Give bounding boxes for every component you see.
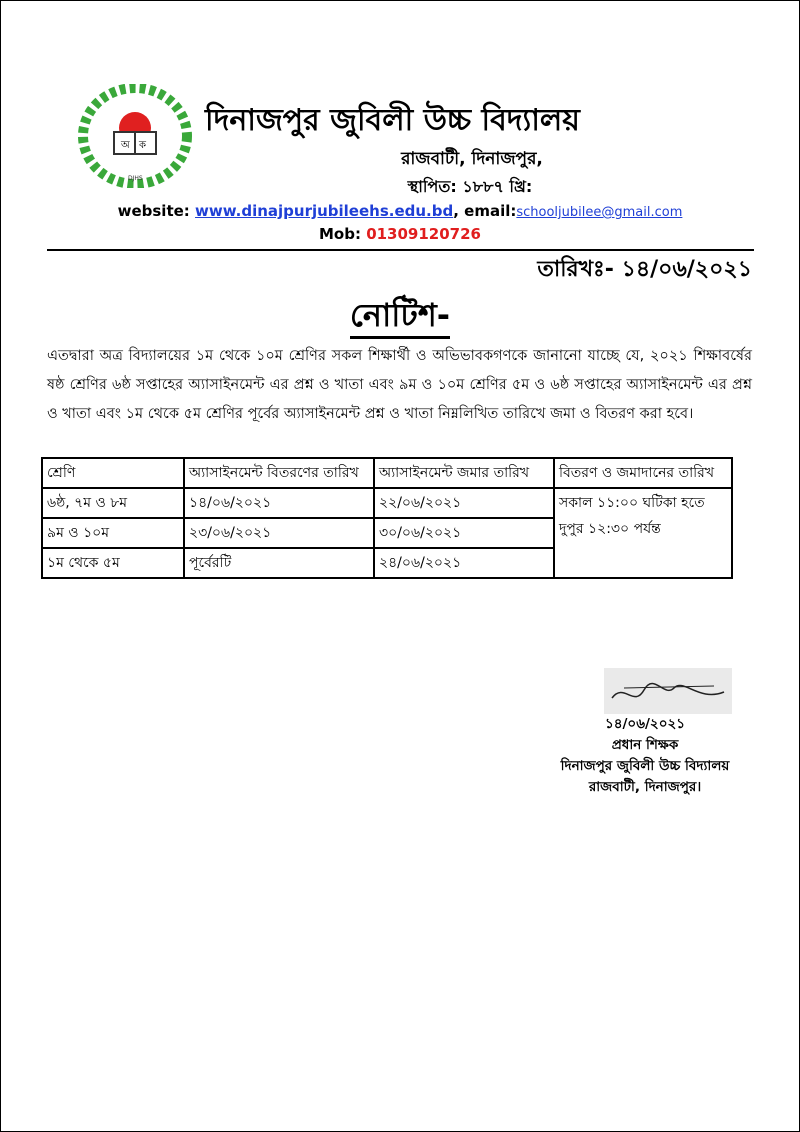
class-cell: ৯ম ও ১০ম (42, 518, 184, 548)
notice-title-text: নোটিশ- (350, 296, 450, 339)
distribution-date-cell: ২৩/০৬/২০২১ (184, 518, 374, 548)
mobile-number: 01309120726 (366, 225, 481, 243)
submission-date-cell: ৩০/০৬/২০২১ (374, 518, 554, 548)
website-link[interactable]: www.dinajpurjubileehs.edu.bd (195, 202, 454, 220)
established-year: স্থাপিত: ১৮৮৭ খ্রি: (407, 177, 533, 196)
notice-title (0, 290, 800, 344)
header-divider (47, 249, 754, 251)
email-label: , email: (453, 202, 517, 220)
distribution-date-cell: ১৪/০৬/২০২১ (184, 488, 374, 518)
signature-image (604, 668, 732, 714)
header-cell: অ্যাসাইনমেন্ট জমার তারিখ (374, 458, 554, 488)
school-name: দিনাজপুর জুবিলী উচ্চ বিদ্যালয় (205, 103, 580, 138)
header-cell: শ্রেণি (42, 458, 184, 488)
notice-body: এতদ্বারা অত্র বিদ্যালয়ের ১ম থেকে ১০ম শ্রেণির সকল শিক্ষার্থী ও অভিভাবকগণকে জানানো যাচ্ছে যে, ২০২১ শিক্ষাবর্ষের ষষ্ঠ শ্রেণির ৬ষ্ঠ সপ্তাহের অ্যাসাইনমেন্ট এর প্রশ্ন ও খাতা এবং ৯ম ও ১০ম শ্রেণির ৫ম ও ৬ষ্ঠ সপ্তাহের অ্যাসাইনমেন্ট এর প্রশ্ন ও খাতা এবং ১ম থেকে ৫ম শ্রেণির পূর্বের অ্যাসাইনমেন্ট প্রশ্ন ও খাতা নিম্নলিখিত তারিখে জমা ও বিতরণ করা হবে। (47, 348, 752, 422)
mobile-line (0, 225, 800, 243)
mobile-label: Mob: (318, 225, 367, 243)
school-address: রাজবাটী, দিনাজপুর, (401, 149, 543, 169)
signoff-block (540, 714, 750, 798)
notice-date: তারিখঃ- ১৪/০৬/২০২১ (537, 257, 752, 282)
email-link[interactable]: schooljubilee@gmail.com (516, 205, 683, 220)
svg-text:অ: অ (121, 140, 130, 151)
submission-date-cell: ২৪/০৬/২০২১ (374, 548, 554, 578)
header-cell: বিতরণ ও জমাদানের তারিখ (554, 458, 732, 488)
signoff-date: ১৪/০৬/২০২১ (604, 716, 686, 732)
website-label: website: (117, 202, 196, 220)
signoff-school: দিনাজপুর জুবিলী উচ্চ বিদ্যালয় (560, 758, 730, 774)
signoff-address: রাজবাটী, দিনাজপুর। (588, 779, 702, 795)
class-cell: ৬ষ্ঠ, ৭ম ও ৮ম (42, 488, 184, 518)
table-row (42, 488, 732, 518)
class-cell: ১ম থেকে ৫ম (42, 548, 184, 578)
contact-line (0, 202, 800, 220)
submission-date-cell: ২২/০৬/২০২১ (374, 488, 554, 518)
signoff-designation: প্রধান শিক্ষক (611, 737, 679, 753)
header-cell: অ্যাসাইনমেন্ট বিতরণের তারিখ (184, 458, 374, 488)
svg-text:ক: ক (139, 140, 146, 151)
time-cell: সকাল ১১:০০ ঘটিকা হতে দুপুর ১২:৩০ পর্যন্ত (554, 488, 732, 578)
table-header-row (42, 458, 732, 488)
schedule-table (41, 457, 733, 579)
distribution-date-cell: পূর্বেরটি (184, 548, 374, 578)
svg-text:DJHS: DJHS (128, 175, 143, 182)
